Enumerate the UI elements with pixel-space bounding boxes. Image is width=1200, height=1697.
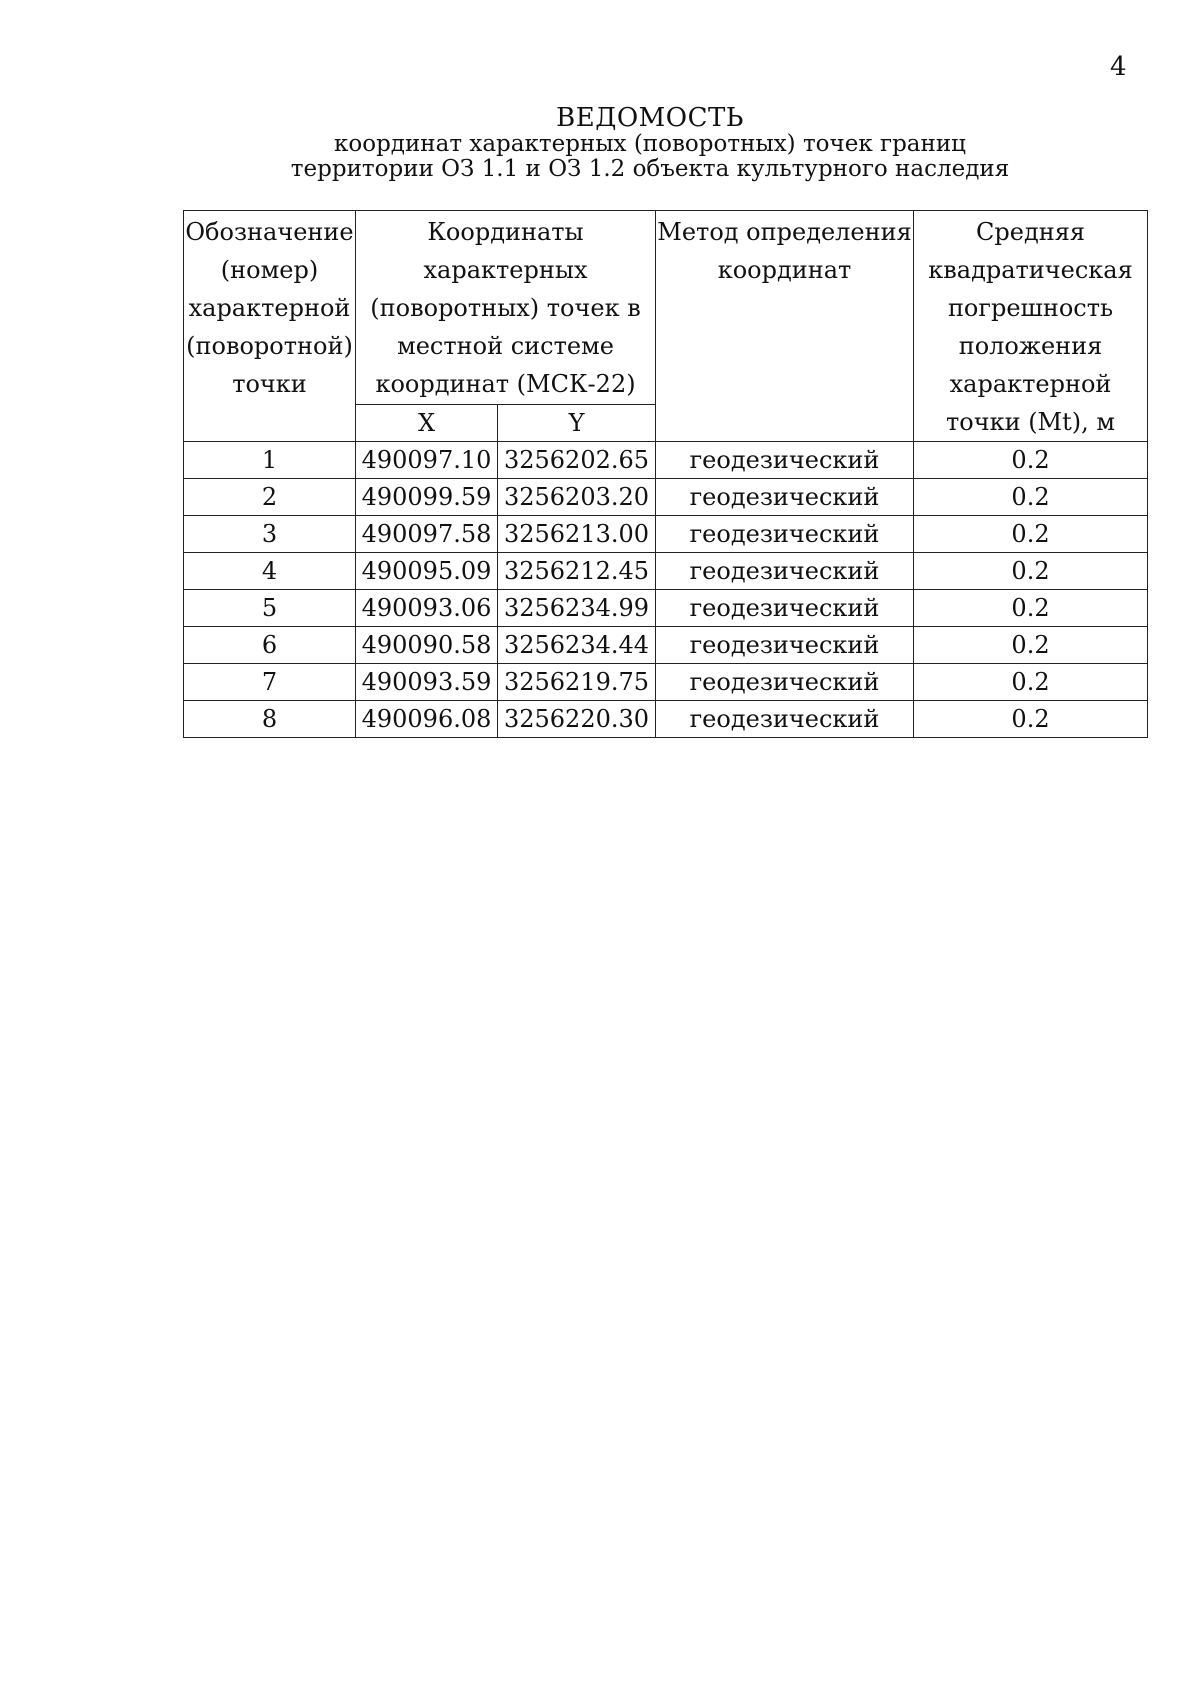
header-method-line: Метод определения <box>657 218 912 246</box>
header-designation-line: (поворотной) <box>186 332 353 360</box>
cell-y: 3256220.30 <box>498 701 656 738</box>
coordinates-table <box>183 210 1148 738</box>
cell-y: 3256234.44 <box>498 627 656 664</box>
cell-method: геодезический <box>656 553 914 590</box>
cell-x: 490095.09 <box>356 553 498 590</box>
title-line-2: территории ОЗ 1.1 и ОЗ 1.2 объекта культурного наследия <box>290 156 1010 182</box>
cell-x: 490099.59 <box>356 479 498 516</box>
cell-number: 6 <box>184 627 356 664</box>
cell-number: 4 <box>184 553 356 590</box>
cell-method: геодезический <box>656 664 914 701</box>
table-body <box>184 442 1148 738</box>
header-error-line: характерной <box>949 370 1112 398</box>
cell-error: 0.2 <box>914 701 1148 738</box>
header-coordinates-line: характерных <box>423 256 588 284</box>
cell-method: геодезический <box>656 442 914 479</box>
table-row <box>184 590 1148 627</box>
cell-error: 0.2 <box>914 553 1148 590</box>
header-designation-line: Обозначение <box>185 218 354 246</box>
header-designation-line: точки <box>232 370 307 398</box>
cell-error: 0.2 <box>914 664 1148 701</box>
header-error-line: квадратическая <box>928 256 1133 284</box>
cell-x: 490093.06 <box>356 590 498 627</box>
cell-error: 0.2 <box>914 516 1148 553</box>
header-designation-line: (номер) <box>220 256 319 284</box>
header-method <box>656 211 914 442</box>
table-header <box>184 211 1148 442</box>
header-error-line: точки (Mt), м <box>945 408 1116 436</box>
header-error-line: Средняя <box>976 218 1085 246</box>
table-row <box>184 479 1148 516</box>
page-number: 4 <box>1110 52 1127 82</box>
table-row <box>184 516 1148 553</box>
cell-y: 3256202.65 <box>498 442 656 479</box>
header-coordinates <box>356 211 656 405</box>
cell-method: геодезический <box>656 516 914 553</box>
cell-number: 5 <box>184 590 356 627</box>
cell-x: 490090.58 <box>356 627 498 664</box>
cell-error: 0.2 <box>914 442 1148 479</box>
cell-y: 3256203.20 <box>498 479 656 516</box>
header-y: Y <box>498 405 656 442</box>
cell-error: 0.2 <box>914 627 1148 664</box>
header-coordinates-line: (поворотных) точек в <box>370 294 641 322</box>
cell-method: геодезический <box>656 701 914 738</box>
header-error-line: положения <box>958 332 1103 360</box>
header-method-line: координат <box>717 256 852 284</box>
cell-x: 490093.59 <box>356 664 498 701</box>
cell-error: 0.2 <box>914 590 1148 627</box>
cell-number: 7 <box>184 664 356 701</box>
cell-method: геодезический <box>656 627 914 664</box>
table-row <box>184 627 1148 664</box>
header-designation-line: характерной <box>188 294 351 322</box>
cell-y: 3256212.45 <box>498 553 656 590</box>
header-error-line: погрешность <box>947 294 1114 322</box>
cell-y: 3256213.00 <box>498 516 656 553</box>
table-row <box>184 701 1148 738</box>
cell-number: 8 <box>184 701 356 738</box>
header-designation <box>184 211 356 442</box>
title-line-1: координат характерных (поворотных) точек границ <box>334 131 966 157</box>
cell-x: 490097.58 <box>356 516 498 553</box>
table-row <box>184 664 1148 701</box>
table-row <box>184 442 1148 479</box>
cell-number: 2 <box>184 479 356 516</box>
cell-x: 490097.10 <box>356 442 498 479</box>
header-coordinates-line: координат (МСК-22) <box>375 370 636 398</box>
cell-y: 3256234.99 <box>498 590 656 627</box>
header-coordinates-line: местной системе <box>397 332 614 360</box>
cell-number: 1 <box>184 442 356 479</box>
cell-error: 0.2 <box>914 479 1148 516</box>
title-main: ВЕДОМОСТЬ <box>556 103 744 133</box>
cell-x: 490096.08 <box>356 701 498 738</box>
cell-method: геодезический <box>656 479 914 516</box>
cell-number: 3 <box>184 516 356 553</box>
header-coordinates-line: Координаты <box>427 218 584 246</box>
header-x: X <box>356 405 498 442</box>
document-title <box>170 104 1130 182</box>
cell-method: геодезический <box>656 590 914 627</box>
cell-y: 3256219.75 <box>498 664 656 701</box>
table-row <box>184 553 1148 590</box>
header-error <box>914 211 1148 442</box>
